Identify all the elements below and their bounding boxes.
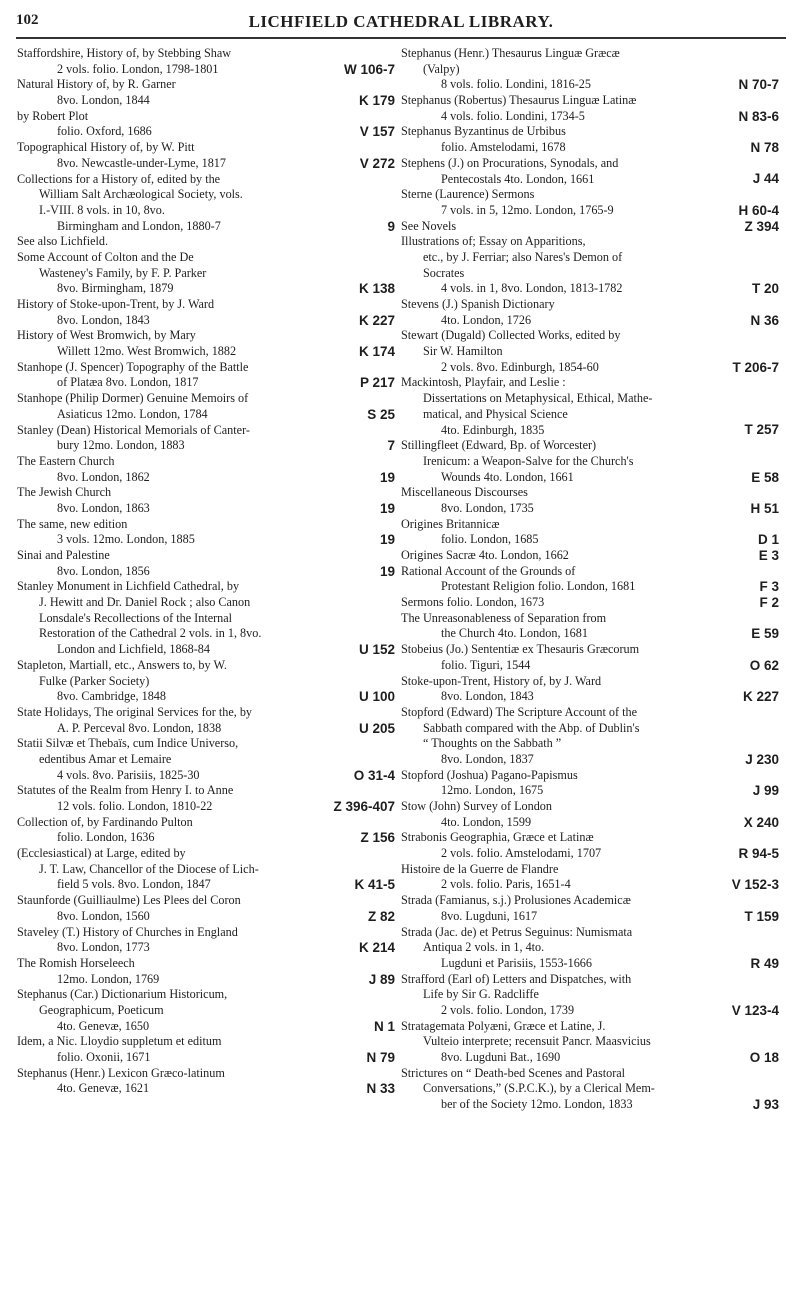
catalogue-entry (401, 564, 781, 595)
catalogue-entry (17, 846, 397, 893)
entry-line: Stoke-upon-Trent, History of, by J. Ward (401, 673, 602, 688)
entry-line: See Novels (401, 218, 457, 233)
catalogue-entry (17, 485, 397, 516)
entry-line: Wasteney's Family, by F. P. Parker (39, 265, 207, 280)
entry-line: Stopford (Joshua) Pagano-Papismus (401, 767, 578, 782)
shelf-mark: E 58 (751, 469, 779, 485)
shelf-mark: H 51 (750, 500, 779, 516)
shelf-mark: S 25 (367, 406, 395, 422)
entry-line: 2 vols. folio. Paris, 1651-4 (441, 877, 571, 892)
catalogue-entry (17, 517, 397, 548)
entry-line: 4to. Edinburgh, 1835 (441, 422, 545, 437)
entry-line: A. P. Perceval 8vo. London, 1838 (57, 720, 222, 735)
catalogue-entry (17, 172, 397, 235)
shelf-mark: P 217 (359, 375, 395, 391)
shelf-mark: J 93 (752, 1097, 779, 1113)
left-column (17, 46, 397, 1097)
catalogue-entry (401, 375, 781, 438)
entry-line: Stephanus (Car.) Dictionarium Historicum, (17, 987, 228, 1002)
entry-line: folio. London, 1636 (57, 830, 155, 845)
entry-line: Stobeius (Jo.) Sententiæ ex Thesauris Græcorum (401, 642, 640, 657)
catalogue-entry (401, 234, 781, 297)
entry-line: I.-VIII. 8 vols. in 10, 8vo. (39, 202, 165, 217)
catalogue-entry (17, 46, 397, 77)
entry-line: folio. London, 1685 (441, 532, 539, 547)
entry-line: Idem, a Nic. Lloydio suppletum et editum (17, 1034, 222, 1049)
entry-line: Irenicum: a Weapon-Salve for the Church's (423, 453, 634, 468)
entry-line: (Valpy) (423, 61, 460, 76)
entry-line: Stephanus (Robertus) Thesaurus Linguæ Latinæ (401, 93, 637, 108)
entry-line: The Jewish Church (17, 485, 112, 500)
right-column (401, 46, 781, 1113)
shelf-mark: T 159 (744, 908, 779, 924)
entry-line: Collection of, by Fardinando Pulton (17, 814, 193, 829)
catalogue-entry (17, 328, 397, 359)
entry-line: by Robert Plot (17, 108, 89, 123)
shelf-mark: N 83-6 (738, 108, 779, 124)
entry-line: etc., by J. Ferriar; also Nares's Demon of (423, 249, 623, 264)
catalogue-entry (401, 517, 781, 548)
entry-line: 4to. Genevæ, 1621 (57, 1081, 150, 1096)
shelf-mark: 19 (379, 563, 395, 579)
catalogue-entry (17, 109, 397, 140)
catalogue-entry (17, 705, 397, 736)
shelf-mark: X 240 (743, 814, 779, 830)
entry-line: Sinai and Palestine (17, 548, 110, 562)
shelf-mark: K 227 (742, 689, 779, 705)
entry-line: 8vo. Cambridge, 1848 (57, 689, 166, 704)
entry-line: Asiaticus 12mo. London, 1784 (57, 406, 208, 421)
catalogue-entry (17, 391, 397, 422)
entry-line: Stevens (J.) Spanish Dictionary (401, 297, 555, 311)
entry-line: Lonsdale's Recollections of the Internal (39, 610, 233, 625)
catalogue-entry (17, 140, 397, 171)
catalogue-entry (17, 893, 397, 924)
catalogue-entry (401, 893, 781, 924)
shelf-mark: 19 (379, 500, 395, 516)
shelf-mark: N 1 (373, 1018, 395, 1034)
entry-line: Sterne (Laurence) Sermons (401, 187, 535, 202)
catalogue-entry (17, 783, 397, 814)
catalogue-entry (401, 611, 781, 642)
entry-line: folio. Tiguri, 1544 (441, 657, 531, 672)
shelf-mark: 19 (379, 532, 395, 548)
catalogue-entry (401, 972, 781, 1019)
entry-line: Pentecostals 4to. London, 1661 (441, 171, 595, 186)
entry-line: Sermons folio. London, 1673 (401, 595, 545, 610)
entry-line: Stratagemata Polyæni, Græce et Latine, J. (401, 1018, 606, 1033)
entry-line: 8vo. London, 1560 (57, 908, 150, 923)
catalogue-entry (17, 454, 397, 485)
shelf-mark: J 89 (368, 971, 395, 987)
entry-line: 8vo. Newcastle-under-Lyme, 1817 (57, 155, 226, 170)
catalogue-entry (401, 705, 781, 768)
shelf-mark: Z 396-407 (333, 798, 395, 814)
entry-line: 8vo. London, 1735 (441, 500, 534, 515)
entry-line: London and Lichfield, 1868-84 (57, 642, 210, 657)
catalogue-entry (401, 93, 781, 124)
shelf-mark: U 152 (358, 642, 395, 658)
shelf-mark: K 174 (358, 344, 395, 360)
entry-line: the Church 4to. London, 1681 (441, 626, 588, 641)
entry-line: ber of the Society 12mo. London, 1833 (441, 1097, 633, 1112)
entry-line: Stanley Monument in Lichfield Cathedral, by (17, 579, 240, 594)
entry-line: 2 vols. 8vo. Edinburgh, 1854-60 (441, 359, 599, 374)
entry-line: Antiqua 2 vols. in 1, 4to. (423, 940, 545, 955)
catalogue-entry (401, 548, 781, 564)
entry-line: Origines Sacræ 4to. London, 1662 (401, 548, 569, 562)
entry-line: 12 vols. folio. London, 1810-22 (57, 799, 213, 813)
entry-line: 3 vols. 12mo. London, 1885 (57, 532, 195, 547)
running-title: LICHFIELD CATHEDRAL LIBRARY. (248, 12, 554, 31)
catalogue-entry (401, 1066, 781, 1113)
catalogue-entry (401, 328, 781, 375)
entry-line: Strada (Famianus, s.j.) Prolusiones Academicæ (401, 893, 631, 908)
entry-line: Statii Silvæ et Thebaïs, cum Indice Universo, (17, 736, 239, 751)
catalogue-entry (401, 219, 781, 235)
catalogue-entry (17, 548, 397, 579)
entry-line: The same, new edition (17, 516, 128, 531)
shelf-mark: V 123-4 (731, 1002, 779, 1018)
shelf-mark: O 18 (749, 1049, 779, 1065)
entry-line: 8vo. Lugduni Bat., 1690 (441, 1050, 561, 1064)
entry-line: History of West Bromwich, by Mary (17, 328, 196, 343)
catalogue-entry (17, 736, 397, 783)
shelf-mark: W 106-7 (343, 61, 395, 77)
entry-line: Stephanus (Henr.) Thesaurus Linguæ Græcæ (401, 46, 620, 60)
shelf-mark: T 20 (751, 281, 779, 297)
catalogue-entry (17, 658, 397, 705)
shelf-mark: R 49 (750, 955, 779, 971)
entry-line: See also Lichfield. (17, 234, 109, 249)
shelf-mark: T 206-7 (732, 359, 779, 375)
shelf-mark: N 33 (366, 1081, 395, 1097)
entry-line: Stopford (Edward) The Scripture Account of the (401, 704, 638, 719)
catalogue-entry (401, 46, 781, 93)
catalogue-entry (17, 234, 397, 250)
catalogue-entry (17, 815, 397, 846)
entry-line: 4to. Genevæ, 1650 (57, 1018, 150, 1033)
entry-line: Lugduni et Parisiis, 1553-1666 (441, 955, 592, 970)
entry-line: 8vo. London, 1863 (57, 500, 150, 515)
entry-line: edentibus Amar et Lemaire (39, 751, 172, 766)
catalogue-entry (17, 1066, 397, 1097)
entry-line: Topographical History of, by W. Pitt (17, 140, 195, 155)
catalogue-entry (401, 830, 781, 861)
entry-line: Stapleton, Martiall, etc., Answers to, by W. (17, 657, 227, 672)
entry-line: 8vo. London, 1844 (57, 93, 150, 108)
entry-line: Rational Account of the Grounds of (401, 563, 576, 578)
entry-line: Restoration of the Cathedral 2 vols. in 1, 8vo. (39, 626, 262, 641)
shelf-mark: R 94-5 (738, 846, 779, 862)
shelf-mark: J 44 (752, 171, 779, 187)
entry-line: Stanhope (J. Spencer) Topography of the Battle (17, 359, 249, 374)
shelf-mark: K 179 (358, 93, 395, 109)
entry-line: Conversations,” (S.P.C.K.), by a Clerical Mem- (423, 1081, 655, 1096)
catalogue-entry (401, 438, 781, 485)
entry-line: Strabonis Geographia, Græce et Latinæ (401, 830, 594, 845)
entry-line: History of Stoke-upon-Trent, by J. Ward (17, 297, 215, 311)
shelf-mark: N 70-7 (738, 77, 779, 93)
entry-line: Strada (Jac. de) et Petrus Seguinus: Numismata (401, 924, 633, 939)
catalogue-entry (401, 124, 781, 155)
entry-line: Socrates (423, 265, 465, 280)
entry-line: Statutes of the Realm from Henry I. to Anne (17, 783, 234, 798)
shelf-mark: V 272 (359, 155, 395, 171)
catalogue-entry (17, 297, 397, 328)
entry-line: field 5 vols. 8vo. London, 1847 (57, 877, 211, 892)
entry-line: Protestant Religion folio. London, 1681 (441, 579, 636, 594)
entry-line: 8vo. London, 1843 (441, 689, 534, 704)
entry-line: Wounds 4to. London, 1661 (441, 469, 574, 484)
entry-line: Stephens (J.) on Procurations, Synodals, and (401, 155, 619, 170)
entry-line: Stow (John) Survey of London (401, 799, 552, 813)
catalogue-entry (401, 485, 781, 516)
catalogue-entry (17, 987, 397, 1034)
entry-line: Stanley (Dean) Historical Memorials of Canter- (17, 422, 250, 437)
entry-line: 4to. London, 1599 (441, 814, 532, 829)
entry-line: 7 vols. in 5, 12mo. London, 1765-9 (441, 202, 614, 217)
catalogue-entry (17, 579, 397, 657)
entry-line: J. Hewitt and Dr. Daniel Rock ; also Canon (39, 595, 251, 610)
entry-line: Staffordshire, History of, by Stebbing Shaw (17, 46, 232, 60)
entry-line: Some Account of Colton and the De (17, 249, 194, 264)
entry-line: of Platæa 8vo. London, 1817 (57, 375, 199, 390)
entry-line: “ Thoughts on the Sabbath ” (423, 736, 562, 751)
entry-line: Strictures on “ Death-bed Scenes and Pastoral (401, 1065, 626, 1080)
entry-line: matical, and Physical Science (423, 406, 568, 421)
entry-line: Strafford (Earl of) Letters and Dispatches, with (401, 971, 632, 986)
catalogue-entry (401, 156, 781, 187)
entry-line: Geographicum, Poeticum (39, 1002, 164, 1017)
entry-line: Stewart (Dugald) Collected Works, edited by (401, 328, 621, 343)
catalogue-entry (17, 423, 397, 454)
shelf-mark: V 152-3 (731, 877, 779, 893)
catalogue-entry (401, 925, 781, 972)
entry-line: Origines Britannicæ (401, 516, 500, 531)
entry-line: 4 vols. in 1, 8vo. London, 1813-1782 (441, 281, 623, 296)
catalogue-entry (401, 674, 781, 705)
entry-line: William Salt Archæological Society, vols. (39, 187, 243, 202)
shelf-mark: K 138 (358, 281, 395, 297)
entry-line: Natural History of, by R. Garner (17, 77, 176, 92)
entry-line: Sir W. Hamilton (423, 344, 503, 359)
entry-line: Vulteio interprete; recensuit Pancr. Maasvicius (423, 1034, 651, 1049)
shelf-mark: 7 (387, 438, 395, 454)
entry-line: 8vo. London, 1837 (441, 751, 534, 766)
shelf-mark: Z 394 (744, 218, 779, 234)
header-rule (16, 37, 786, 39)
shelf-mark: V 157 (359, 124, 395, 140)
entry-line: 8vo. Birmingham, 1879 (57, 281, 174, 296)
shelf-mark: Z 82 (367, 908, 395, 924)
shelf-mark: U 205 (358, 720, 395, 736)
entry-line: bury 12mo. London, 1883 (57, 438, 185, 453)
entry-line: 4 vols. 8vo. Parisiis, 1825-30 (57, 767, 200, 782)
entry-line: Birmingham and London, 1880-7 (57, 218, 221, 233)
shelf-mark: K 41-5 (354, 877, 395, 893)
entry-line: folio. Amstelodami, 1678 (441, 140, 566, 155)
shelf-mark: N 78 (750, 140, 779, 156)
entry-line: 2 vols. folio. London, 1798-1801 (57, 61, 219, 76)
entry-line: (Ecclesiastical) at Large, edited by (17, 846, 186, 861)
shelf-mark: E 3 (758, 547, 779, 563)
entry-line: Collections for a History of, edited by the (17, 171, 221, 186)
entry-line: Willett 12mo. West Bromwich, 1882 (57, 344, 237, 359)
catalogue-entry (17, 77, 397, 108)
shelf-mark: K 214 (358, 940, 395, 956)
entry-line: Fulke (Parker Society) (39, 673, 150, 688)
shelf-mark: H 60-4 (738, 202, 779, 218)
entry-line: folio. Oxonii, 1671 (57, 1050, 151, 1064)
entry-line: Staunforde (Guilliaulme) Les Plees del Coron (17, 893, 241, 908)
catalogue-entry (401, 642, 781, 673)
entry-line: 8vo. Lugduni, 1617 (441, 908, 538, 923)
entry-line: 4 vols. folio. Londini, 1734-5 (441, 108, 585, 123)
catalogue-entry (17, 956, 397, 987)
entry-line: The Unreasonableness of Separation from (401, 610, 607, 625)
entry-line: 2 vols. folio. Amstelodami, 1707 (441, 846, 602, 861)
page-number: 102 (16, 12, 39, 28)
entry-line: Stanhope (Philip Dormer) Genuine Memoirs of (17, 391, 249, 406)
shelf-mark: J 99 (752, 783, 779, 799)
shelf-mark: F 3 (759, 579, 779, 595)
entry-line: Histoire de la Guerre de Flandre (401, 861, 559, 876)
catalogue-entry (401, 1019, 781, 1066)
entry-line: Staveley (T.) History of Churches in England (17, 924, 238, 939)
entry-line: The Eastern Church (17, 453, 115, 468)
shelf-mark: E 59 (751, 626, 779, 642)
entry-line: Dissertations on Metaphysical, Ethical, Mathe- (423, 391, 653, 406)
entry-line: J. T. Law, Chancellor of the Diocese of Lich- (39, 861, 259, 876)
shelf-mark: J 230 (745, 751, 779, 767)
catalogue-entry (401, 297, 781, 328)
entry-line: 12mo. London, 1675 (441, 783, 544, 798)
entry-line: folio. Oxford, 1686 (57, 124, 152, 139)
catalogue-entry (17, 925, 397, 956)
catalogue-entry (17, 250, 397, 297)
entry-line: 4to. London, 1726 (441, 312, 532, 327)
entry-line: Illustrations of; Essay on Apparitions, (401, 234, 586, 249)
entry-line: 12mo. London, 1769 (57, 971, 160, 986)
catalogue-entry (17, 360, 397, 391)
entry-line: 8vo. London, 1856 (57, 563, 150, 578)
shelf-mark: F 2 (759, 595, 779, 611)
entry-line: 8vo. London, 1843 (57, 312, 150, 327)
entry-line: 8 vols. folio. Londini, 1816-25 (441, 77, 591, 92)
shelf-mark: 9 (387, 218, 395, 234)
catalogue-entry (401, 862, 781, 893)
shelf-mark: K 227 (358, 312, 395, 328)
catalogue-entry (401, 595, 781, 611)
catalogue-entry (401, 187, 781, 218)
catalogue-entry (401, 768, 781, 799)
entry-line: 8vo. London, 1862 (57, 469, 150, 484)
shelf-mark: D 1 (757, 532, 779, 548)
entry-line: Mackintosh, Playfair, and Leslie : (401, 375, 566, 390)
entry-line: The Romish Horseleech (17, 955, 135, 970)
entry-line: Stephanus Byzantinus de Urbibus (401, 124, 566, 139)
shelf-mark: N 79 (366, 1049, 395, 1065)
entry-line: Stephanus (Henr.) Lexicon Græco-latinum (17, 1065, 225, 1080)
catalogue-entry (17, 1034, 397, 1065)
entry-line: Stillingfleet (Edward, Bp. of Worcester) (401, 438, 597, 453)
entry-line: State Holidays, The original Services for the, by (17, 704, 253, 719)
shelf-mark: O 31-4 (353, 767, 395, 783)
shelf-mark: N 36 (750, 312, 779, 328)
entry-line: 8vo. London, 1773 (57, 940, 150, 955)
entry-line: 2 vols. folio. London, 1739 (441, 1002, 575, 1017)
shelf-mark: O 62 (749, 657, 779, 673)
page-header (16, 12, 786, 36)
entry-line: Miscellaneous Discourses (401, 485, 528, 500)
shelf-mark: 19 (379, 469, 395, 485)
entry-line: Life by Sir G. Radcliffe (423, 987, 539, 1002)
catalogue-entry (401, 799, 781, 830)
shelf-mark: Z 156 (360, 830, 395, 846)
entry-line: Sabbath compared with the Abp. of Dublin's (423, 720, 640, 735)
shelf-mark: T 257 (744, 422, 779, 438)
shelf-mark: U 100 (358, 689, 395, 705)
